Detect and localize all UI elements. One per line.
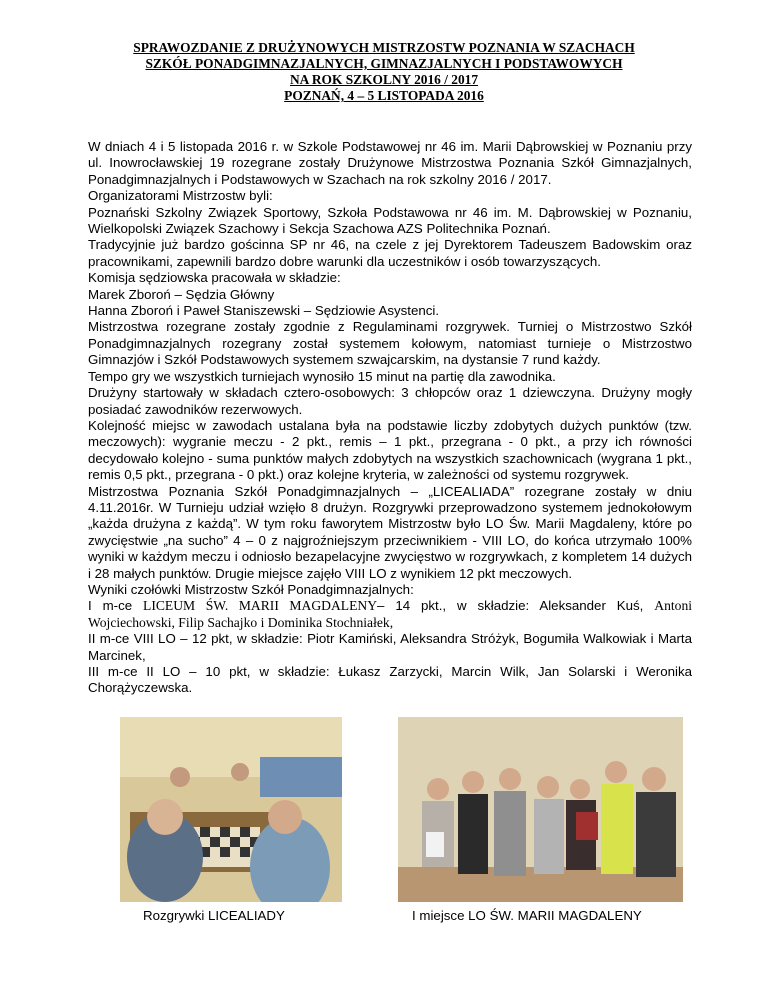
- title-line-1: SPRAWOZDANIE Z DRUŻYNOWYCH MISTRZOSTW POZNANIA W SZACHACH: [133, 40, 635, 55]
- title-line-4: POZNAŃ, 4 – 5 LISTOPADA 2016: [284, 88, 484, 103]
- first-place-prefix: I m-ce: [88, 598, 144, 614]
- first-place-players: Antoni Wojciechowski, Filip Sachajko i Dominika Stochniałek,: [88, 598, 693, 630]
- paragraph-host: Tradycyjnie już bardzo gościnna SP nr 46, na czele z jej Dyrektorem Tadeuszem Badowskim oraz pracownikami, zapewnili bardzo dobre warunki dla uczestników i osób towarzyszących.: [88, 237, 692, 269]
- paragraph-intro: W dniach 4 i 5 listopada 2016 r. w Szkole Podstawowej nr 46 im. Marii Dąbrowskiej w Poznaniu przy ul. Inowrocławskiej 19 rozegrane zostały Drużynowe Mistrzostwa Poznania Szkół Gimnazjalnych, Ponadgimnazjalnych i Podstawowych w Szachach na rok szkolny 2016 / 2017.: [88, 139, 692, 187]
- first-place-school: LICEUM ŚW. MARII MAGDALENY: [143, 598, 378, 614]
- paragraph-results-heading: Wyniki czołówki Mistrzostw Szkół Ponadgimnazjalnych:: [88, 581, 414, 597]
- paragraph-rules: Mistrzostwa rozegrane zostały zgodnie z Regulaminami rozgrywek. Turniej o Mistrzostwo Szkół Ponadgimnazjalnych rozegrany został systemem kołowym, natomiast turnieje o Mistrzostwo Gimnazjów i Szkół Podstawowych systemem szwajcarskim, na dystansie 7 rund każdy.: [88, 319, 692, 368]
- paragraph-licealiada: Mistrzostwa Poznania Szkół Ponadgimnazjalnych – „LICEALIADA” rozegrane zostały w dniu 4.11.2016r. W Turnieju udział wzięło 8 drużyn. Rozgrywki przeprowadzono systemem jednokołowym „każda drużyna z każdą”. W tym roku faworytem Mistrzostw było LO Św. Marii Magdaleny, które po zwycięstwie „na sucho” 4 – 0 z najgroźniejszym przeciwnikiem - VIII LO, do końca utrzymało 100% wyniki w każdym meczu i odniosło bezapelacyjne zwycięstwo w rozgrywkach, z kompletem 14 dużych i 28 małych punktów. Drugie miejsce zajęło VIII LO z wynikiem 12 pkt meczowych.: [88, 483, 692, 581]
- paragraph-judges-heading: Komisja sędziowska pracowała w składzie:: [88, 270, 341, 286]
- paragraph-organizers-heading: Organizatorami Mistrzostw byli:: [88, 188, 273, 204]
- caption-left: Rozgrywki LICEALIADY: [143, 908, 285, 923]
- title-line-2: SZKÓŁ PONADGIMNAZJALNYCH, GIMNAZJALNYCH I PODSTAWOWYCH: [145, 56, 623, 71]
- paragraph-chief-judge: Marek Zboroń – Sędzia Główny: [88, 286, 275, 302]
- paragraph-first-place: [88, 598, 692, 631]
- report-body: [88, 139, 692, 697]
- caption-right: I miejsce LO ŚW. MARII MAGDALENY: [412, 908, 642, 923]
- paragraph-assistant-judges: Hanna Zboroń i Paweł Staniszewski – Sędziowie Asystenci.: [88, 303, 440, 319]
- photo-chess-tournament: [120, 717, 342, 902]
- paragraph-third-place: III m-ce II LO – 10 pkt, w składzie: Łukasz Zarzycki, Marcin Wilk, Jan Solarski i Weronika Chorążyczewska.: [88, 664, 692, 696]
- paragraph-teams: Drużyny startowały w składach cztero-osobowych: 3 chłopców oraz 1 dziewczyna. Drużyny mogły posiadać zawodników rezerwowych.: [88, 385, 692, 417]
- paragraph-organizers: Poznański Szkolny Związek Sportowy, Szkoła Podstawowa nr 46 im. M. Dąbrowskiej w Poznaniu, Wielkopolski Związek Szachowy i Sekcja Szachowa AZS Politechnika Poznań.: [88, 204, 692, 237]
- paragraph-scoring: Kolejność miejsc w zawodach ustalana była na podstawie liczby zdobytych dużych punktów (tzw. meczowych): wygranie meczu - 2 pkt., remis – 1 pkt., przegrana - 0 pkt., a przy ich równości decydowało kolejno - suma punktów małych zdobytych na wszystkich szachownicach (wygrana 1 pkt., remis 0,5 pkt., przegrana - 0 pkt.) oraz kolejne kryteria, w zależności od systemu rozgrywek.: [88, 417, 692, 483]
- paragraph-tempo: Tempo gry we wszystkich turniejach wynosiło 15 minut na partię dla zawodnika.: [88, 368, 556, 384]
- photo-winning-team: [398, 717, 683, 902]
- report-header: [0, 40, 768, 104]
- first-place-score: – 14 pkt., w składzie: Aleksander Kuś,: [377, 598, 655, 614]
- paragraph-second-place: II m-ce VIII LO – 12 pkt, w składzie: Piotr Kamiński, Aleksandra Stróżyk, Bogumiła Walkowiak i Marta Marcinek,: [88, 631, 692, 663]
- title-line-3: NA ROK SZKOLNY 2016 / 2017: [289, 72, 479, 87]
